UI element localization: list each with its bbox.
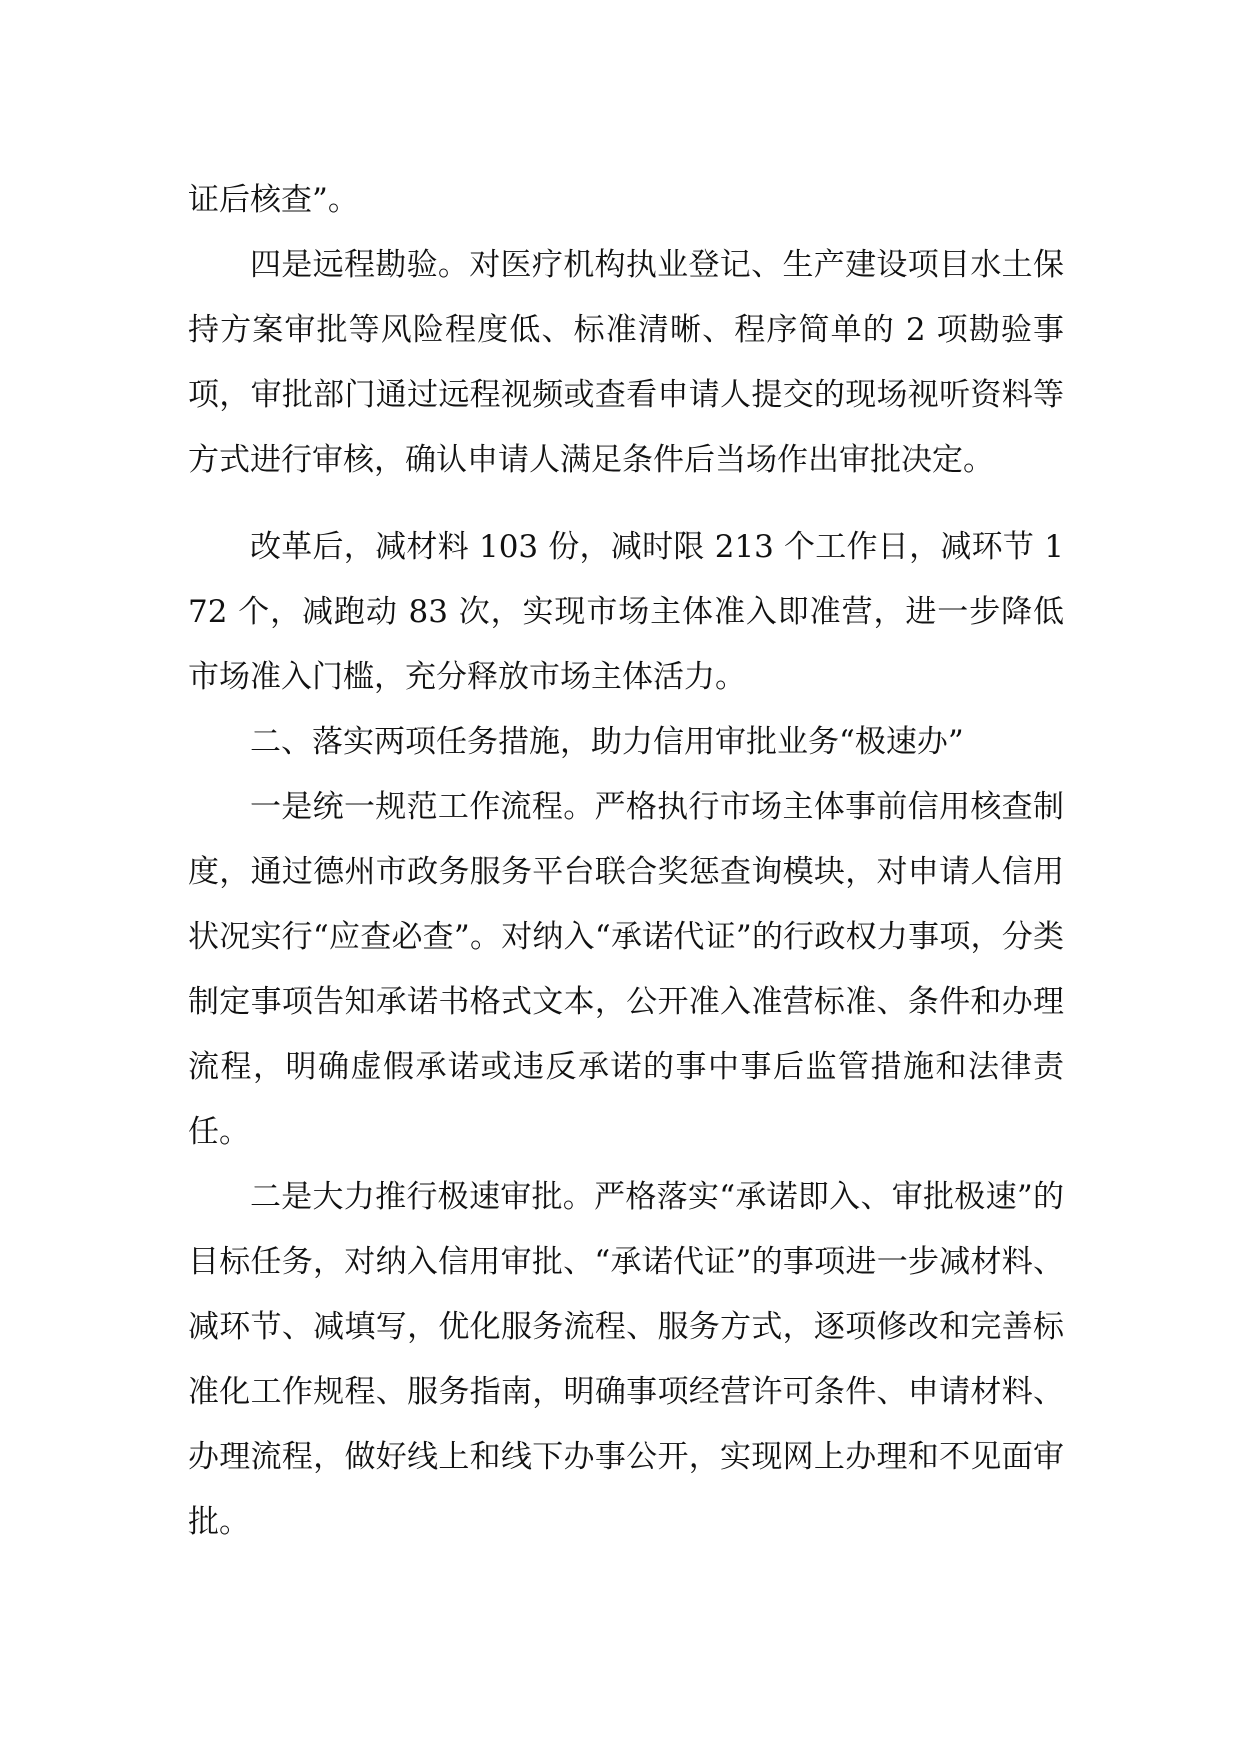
section-heading-two: 二、落实两项任务措施，助力信用审批业务“极速办” [250,724,964,760]
paragraph-fast-approval: 二是大力推行极速审批。严格落实“承诺即入、审批极速”的目标任务，对纳入信用审批、“承诺代证”的事项进一步减材料、减环节、减填写，优化服务流程、服务方式，逐项修改和完善标准化工作规程、服务指南，明确事项经营许可条件、申请材料、办理流程，做好线上和线下办事公开，实现网上办理和不见面审批。 [188,1179,1064,1540]
paragraph-remote-inspection: 四是远程勘验。对医疗机构执业登记、生产建设项目水土保持方案审批等风险程度低、标准清晰、程序简单的 2 项勘验事项，审批部门通过远程视频或查看申请人提交的现场视听资料等方式进行审核，确认申请人满足条件后当场作出审批决定。 [188,247,1064,478]
paragraph-workflow: 一是统一规范工作流程。严格执行市场主体事前信用核查制度，通过德州市政务服务平台联合奖惩查询模块，对申请人信用状况实行“应查必查”。对纳入“承诺代证”的行政权力事项，分类制定事项告知承诺书格式文本，公开准入准营标准、条件和办理流程，明确虚假承诺或违反承诺的事中事后监管措施和法律责任。 [188,789,1064,1150]
paragraph-continuation: 证后核查”。 [188,182,359,218]
paragraph-reform-results: 改革后，减材料 103 份，减时限 213 个工作日，减环节 172 个，减跑动 83 次，实现市场主体准入即准营，进一步降低市场准入门槛，充分释放市场主体活力。 [188,529,1064,695]
document-body [188,168,1064,1555]
